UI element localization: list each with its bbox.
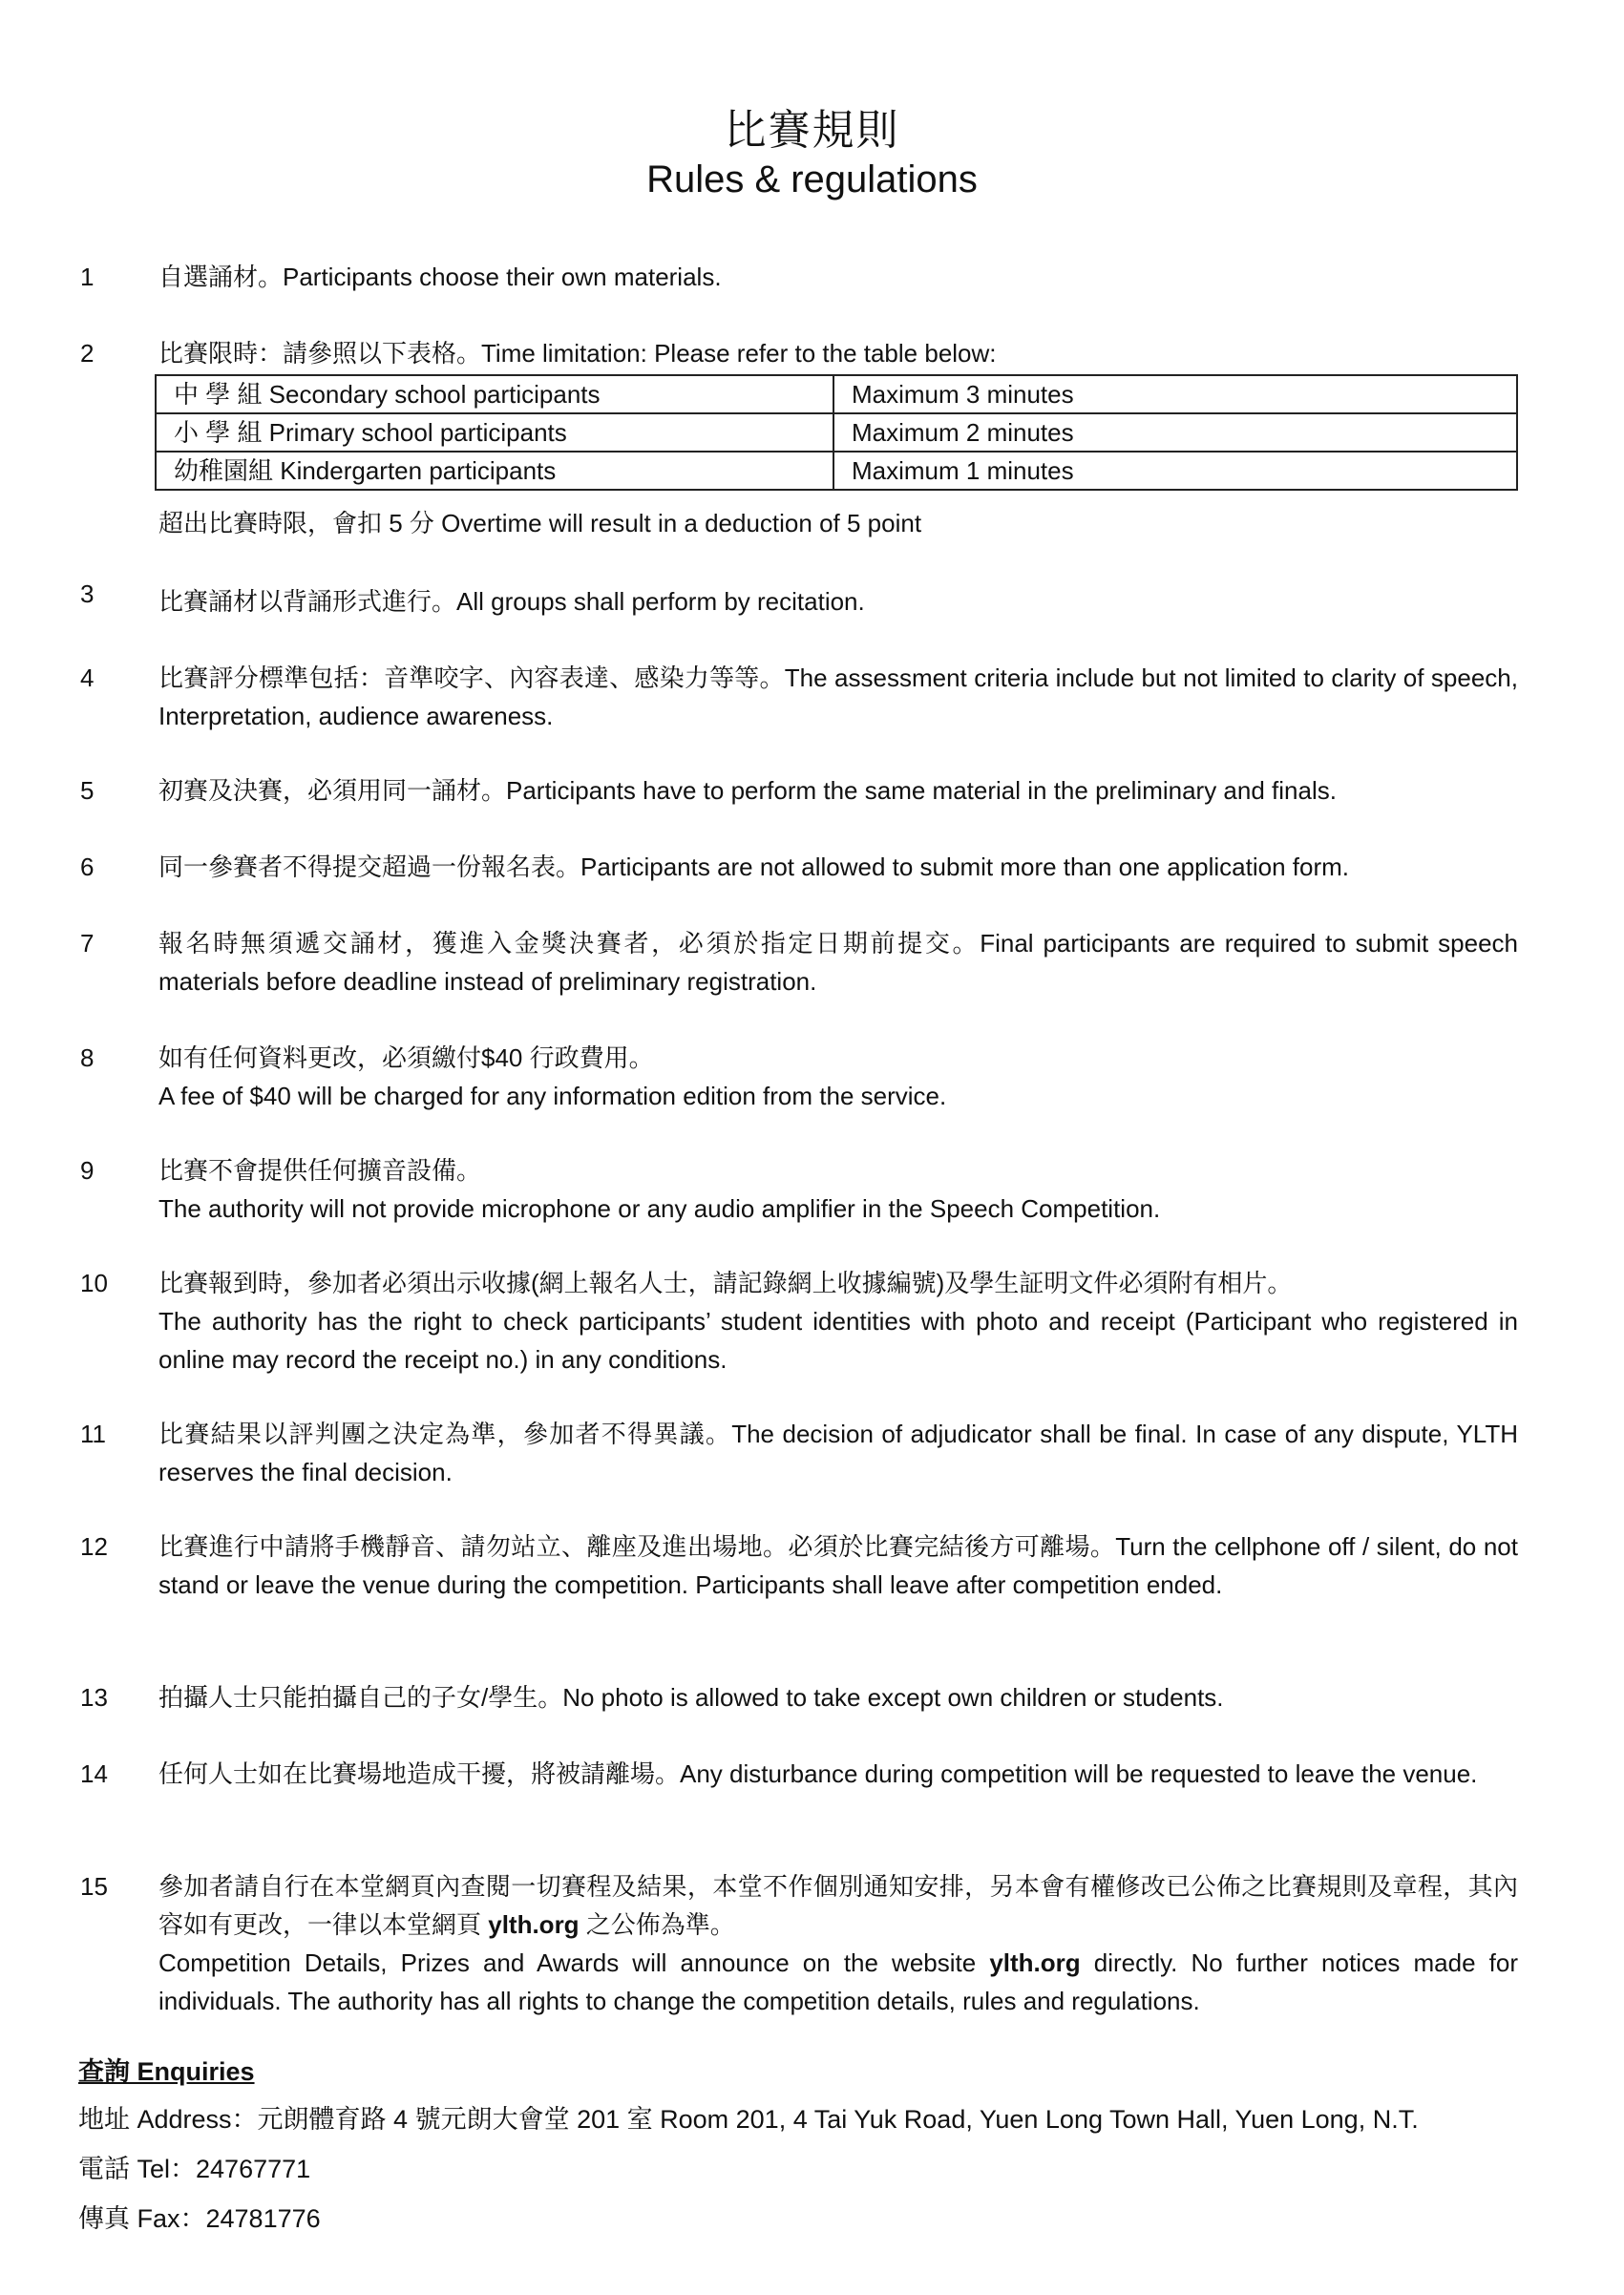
rule-text: 同一參賽者不得提交超過一份報名表。Participants are not allowed to submit more than one application form. (158, 853, 1349, 881)
rule-number: 15 (80, 1872, 108, 1901)
page-title-en: Rules & regulations (646, 158, 978, 200)
rule-text-en (158, 1944, 1518, 2020)
rule-text-en: The authority will not provide microphone or any audio amplifier in the Speech Competition. (158, 1194, 1161, 1223)
time-limit-table (155, 374, 1518, 491)
rule-text: 比賽評分標準包括：音準咬字、內容表達、感染力等等。The assessment criteria include but not limited to clarity of speech, Interpretation, audience awareness. (158, 663, 1518, 730)
rule-text: 比賽誦材以背誦形式進行。All groups shall perform by recitation. (158, 587, 865, 616)
enquiries-fax: 傳真 Fax：24781776 (78, 2204, 321, 2233)
rule-text: 拍攝人士只能拍攝自己的子女/學生。No photo is allowed to take except own children or students. (158, 1683, 1224, 1712)
enquiries-address: 地址 Address：元朗體育路 4 號元朗大會堂 201 室 Room 201, 4 Tai Yuk Road, Yuen Long Town Hall, Yuen Long, N.T. (78, 2105, 1419, 2134)
rule-number: 1 (80, 263, 95, 291)
limit-cell: Maximum 1 minutes (833, 452, 1517, 490)
rule-number: 3 (80, 579, 95, 608)
table-row (156, 375, 1517, 413)
rule-text-en-part: directly. No further notices made for individuals. The authority has all rights to change the competition details, rules and regulations. (158, 1948, 1518, 2015)
rule-number: 7 (80, 929, 95, 958)
rule-text-en: A fee of $40 will be charged for any information edition from the service. (158, 1082, 947, 1110)
rule-text: 初賽及決賽，必須用同一誦材。Participants have to perform the same material in the preliminary and finals. (158, 776, 1337, 805)
page-title-zh: 比賽規則 (724, 106, 900, 155)
rule-text-en-part: Competition Details, Prizes and Awards will announce on the website (158, 1948, 990, 1977)
rule-number: 4 (80, 663, 95, 692)
website-link[interactable]: ylth.org (989, 1948, 1081, 1977)
enquiries-tel: 電話 Tel：24767771 (78, 2155, 311, 2183)
overtime-note: 超出比賽時限，會扣 5 分 Overtime will result in a deduction of 5 point (158, 509, 922, 537)
table-row (156, 452, 1517, 490)
group-cell: 幼稚園組 Kindergarten participants (156, 452, 833, 490)
rule-number: 11 (80, 1420, 106, 1448)
rule-text-zh: 如有任何資料更改，必須繳付$40 行政費用。 (158, 1043, 654, 1072)
rule-text-zh: 比賽不會提供任何擴音設備。 (158, 1156, 482, 1185)
rule-text: 自選誦材。Participants choose their own materials. (158, 263, 722, 291)
rule-number: 9 (80, 1156, 95, 1185)
rule-number: 5 (80, 776, 95, 805)
table-row (156, 413, 1517, 452)
enquiries-heading: 查詢 Enquiries (78, 2057, 255, 2086)
rule-number: 12 (80, 1532, 108, 1561)
group-cell: 中 學 組 Secondary school participants (156, 375, 833, 413)
rule-number: 14 (80, 1759, 108, 1788)
rule-text: 報名時無須遞交誦材，獲進入金獎決賽者，必須於指定日期前提交。Final participants are required to submit speech materials before deadline instead of preliminary registration. (158, 929, 1518, 996)
rule-text: 任何人士如在比賽場地造成干擾，將被請離場。Any disturbance during competition will be requested to leave the venue. (158, 1759, 1478, 1788)
limit-cell: Maximum 2 minutes (833, 413, 1517, 452)
rule-text: 比賽結果以評判團之決定為準，參加者不得異議。The decision of adjudicator shall be final. In case of any dispute, YLTH reserves the final decision. (158, 1420, 1518, 1486)
rule-number: 2 (80, 339, 95, 368)
limit-cell: Maximum 3 minutes (833, 375, 1517, 413)
rule-text-zh-part: 之公佈為準。 (579, 1910, 735, 1939)
group-cell: 小 學 組 Primary school participants (156, 413, 833, 452)
rule-number: 13 (80, 1683, 108, 1712)
rule-text-zh (158, 1867, 1518, 1944)
rule-text-zh-part: 參加者請自行在本堂網頁內查閱一切賽程及結果，本堂不作個別通知安排，另本會有權修改已公佈之比賽規則及章程，其內容如有更改，一律以本堂網頁 (158, 1872, 1518, 1939)
rule-number: 8 (80, 1043, 95, 1072)
rule-text: 比賽進行中請將手機靜音、請勿站立、離座及進出場地。必須於比賽完結後方可離場。Turn the cellphone off / silent, do not stand or leave the venue during the competition. Participants shall leave after competition ended. (158, 1532, 1518, 1599)
rule-text: 比賽限時：請參照以下表格。Time limitation: Please refer to the table below: (158, 339, 997, 368)
rule-number: 10 (80, 1269, 108, 1297)
website-link[interactable]: ylth.org (488, 1910, 580, 1939)
rule-text-zh: 比賽報到時，參加者必須出示收據(網上報名人士，請記錄網上收據編號)及學生証明文件必須附有相片。 (158, 1269, 1293, 1297)
rule-text-en: The authority has the right to check participants’ student identities with photo and receipt (Participant who registered in online may record the receipt no.) in any conditions. (158, 1307, 1518, 1374)
rule-number: 6 (80, 853, 95, 881)
